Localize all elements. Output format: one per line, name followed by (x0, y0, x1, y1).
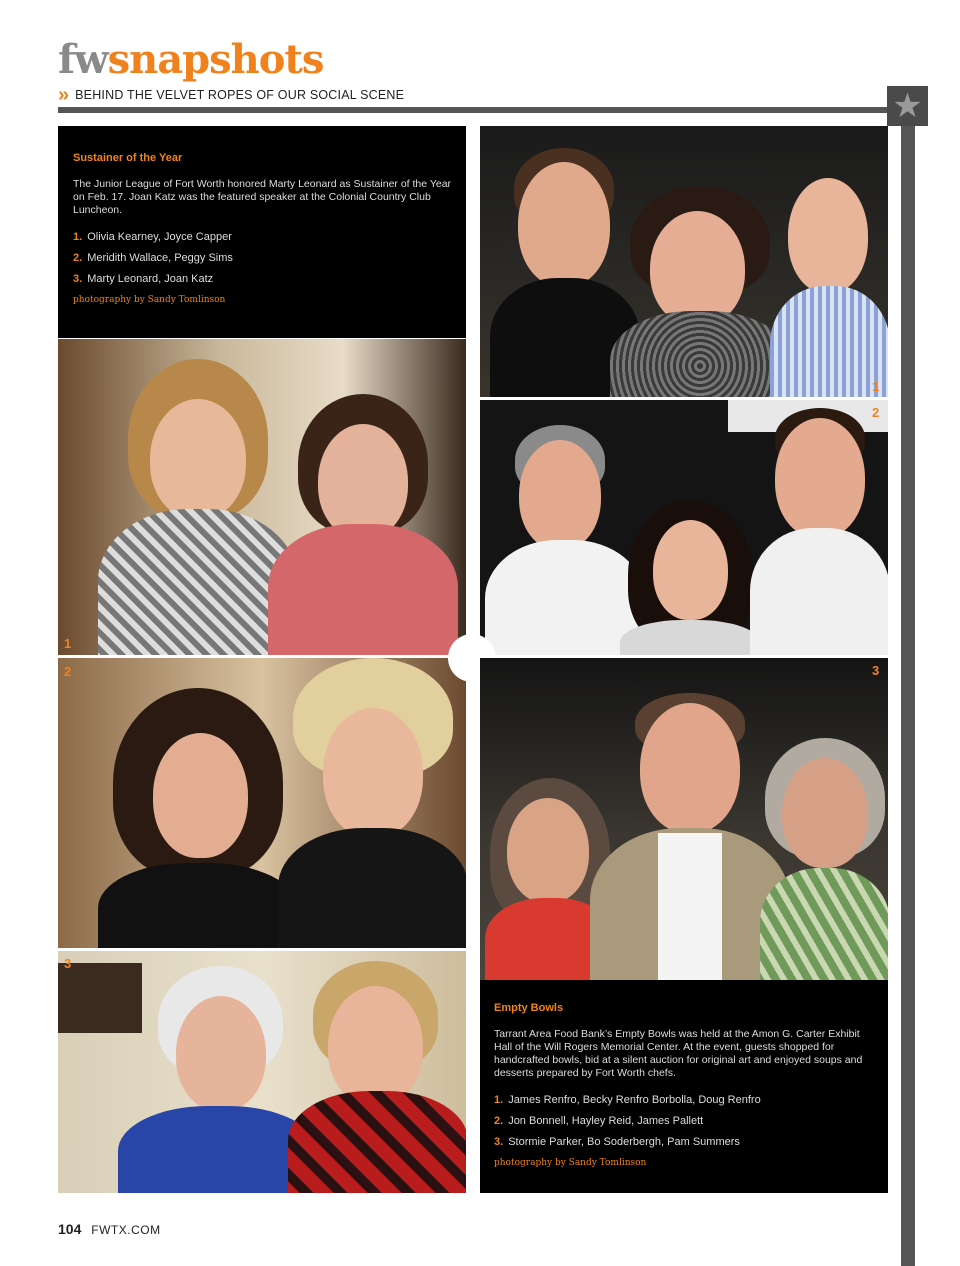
photo-number: 3 (872, 663, 880, 678)
side-bar (901, 126, 915, 1266)
photo-right-3 (480, 658, 888, 980)
bowls-heading: Empty Bowls (494, 1002, 564, 1014)
section-title (58, 36, 324, 83)
sustainer-captions (73, 231, 452, 285)
photo-left-3 (58, 951, 466, 1193)
header-rule (58, 107, 888, 113)
photo-right-2 (480, 400, 888, 655)
sustainer-body: The Junior League of Fort Worth honored Marty Leonard as Sustainer of the Year on Feb. 17. Joan Katz was the featured speaker at the Colonial Country Club Luncheon. (73, 178, 452, 216)
page-footer (58, 1221, 161, 1237)
tagline-text: BEHIND THE VELVET ROPES OF OUR SOCIAL SCENE (75, 88, 405, 102)
caption-item (494, 1136, 874, 1148)
photo-left-1 (58, 339, 466, 655)
page-number: 104 (58, 1221, 82, 1237)
photo-credit: photography by Sandy Tomlinson (73, 295, 226, 305)
caption-number: 3. (73, 273, 83, 285)
caption-number: 1. (494, 1094, 504, 1106)
site-link[interactable]: FWTX.COM (91, 1223, 161, 1237)
photo-number: 1 (64, 636, 72, 651)
caption-item (73, 252, 452, 264)
caption-number: 2. (73, 252, 83, 264)
sustainer-heading: Sustainer of the Year (73, 152, 183, 164)
photo-number: 1 (872, 379, 880, 394)
caption-item (73, 273, 452, 285)
photo-left-2 (58, 658, 466, 948)
photo-right-1 (480, 126, 888, 397)
caption-text: James Renfro, Becky Renfro Borbolla, Doug Renfro (508, 1094, 761, 1106)
caption-text: Olivia Kearney, Joyce Capper (87, 231, 232, 243)
photo-number: 2 (64, 664, 72, 679)
star-icon: ★ (887, 86, 928, 126)
photo-number: 3 (64, 956, 72, 971)
bowls-captions (494, 1094, 874, 1148)
caption-number: 2. (494, 1115, 504, 1127)
caption-item (494, 1115, 874, 1127)
bowls-textbox (480, 980, 888, 1193)
bowls-body: Tarrant Area Food Bank’s Empty Bowls was held at the Amon G. Carter Exhibit Hall of the Will Rogers Memorial Center. At the event, guests shopped for handcrafted bowls, bid at a silent auction for original art and enjoyed soups and desserts prepared by Fort Worth chefs. (494, 1028, 863, 1079)
tagline (58, 84, 405, 106)
caption-text: Jon Bonnell, Hayley Reid, James Pallett (508, 1115, 704, 1127)
caption-item (73, 231, 452, 243)
photo-credit: photography by Sandy Tomlinson (494, 1158, 647, 1168)
sustainer-textbox (58, 126, 466, 338)
caption-number: 1. (73, 231, 83, 243)
title-fw: fw (58, 36, 108, 83)
chevron-icon: » (58, 84, 66, 106)
caption-number: 3. (494, 1136, 504, 1148)
caption-text: Stormie Parker, Bo Soderbergh, Pam Summers (508, 1136, 740, 1148)
photo-number: 2 (872, 405, 880, 420)
caption-text: Marty Leonard, Joan Katz (87, 273, 214, 285)
caption-item (494, 1094, 874, 1106)
caption-text: Meridith Wallace, Peggy Sims (87, 252, 233, 264)
title-snapshots: snapshots (107, 36, 324, 83)
